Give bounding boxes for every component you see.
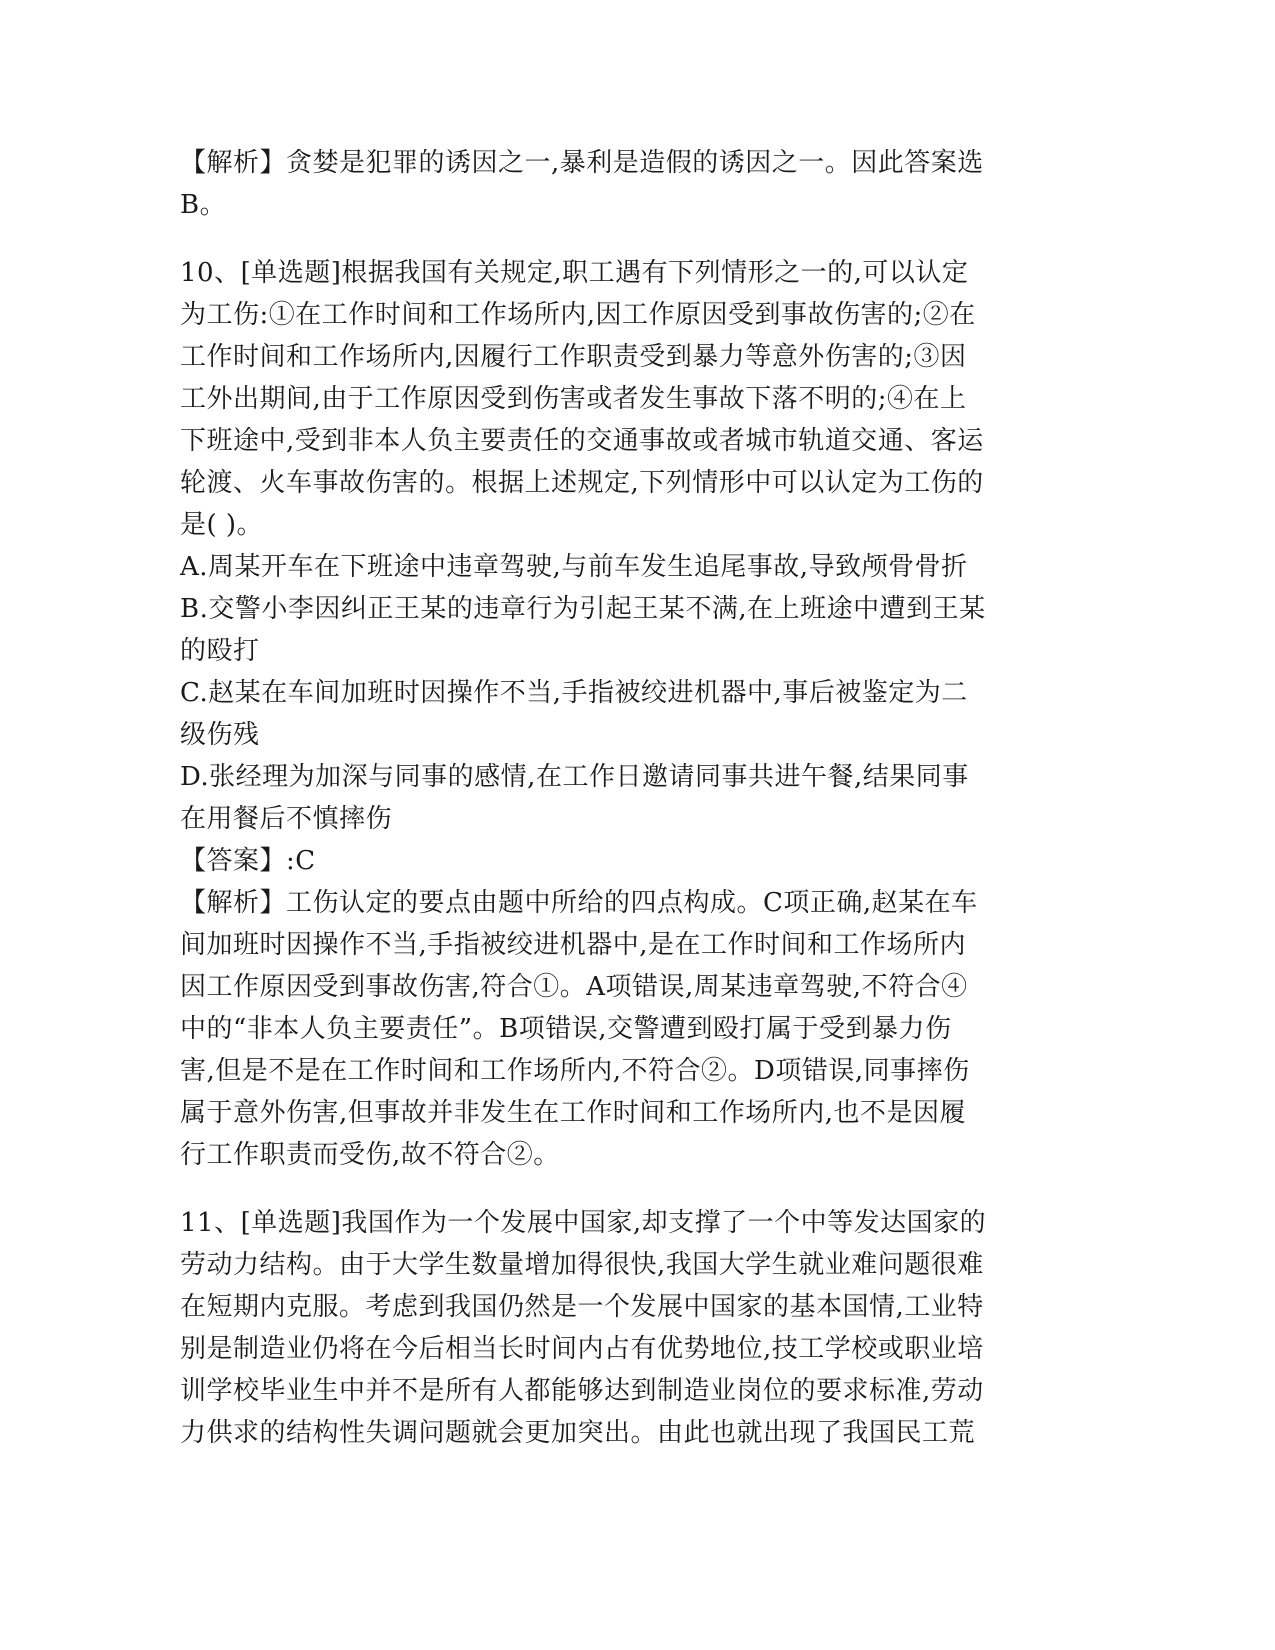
stem-line: 下班途中,受到非本人负主要责任的交通事故或者城市轨道交通、客运: [180, 426, 984, 456]
option-line: A.周某开车在下班途中违章驾驶,与前车发生追尾事故,导致颅骨骨折: [180, 552, 968, 582]
option-b: [180, 588, 1060, 672]
option-line: B.交警小李因纠正王某的违章行为引起王某不满,在上班途中遭到王某: [180, 594, 986, 624]
previous-analysis: [180, 142, 1060, 226]
option-line: 在用餐后不慎摔伤: [180, 804, 393, 834]
analysis-line: 【解析】工伤认定的要点由题中所给的四点构成。C项正确,赵某在车: [180, 888, 978, 918]
analysis-line: 中的“非本人负主要责任”。B项错误,交警遭到殴打属于受到暴力伤: [180, 1014, 952, 1044]
stem-line: 训学校毕业生中并不是所有人都能够达到制造业岗位的要求标准,劳动: [180, 1376, 984, 1406]
stem-line: 工作时间和工作场所内,因履行工作职责受到暴力等意外伤害的;③因: [180, 342, 967, 372]
option-d: [180, 756, 1060, 840]
option-line: 的殴打: [180, 636, 260, 666]
analysis-line: 行工作职责而受伤,故不符合②。: [180, 1140, 560, 1170]
option-line: D.张经理为加深与同事的感情,在工作日邀请同事共进午餐,结果同事: [180, 762, 969, 792]
question-stem: [180, 252, 1060, 546]
stem-line: 工外出期间,由于工作原因受到伤害或者发生事故下落不明的;④在上: [180, 384, 967, 414]
stem-line: 力供求的结构性失调问题就会更加突出。由此也就出现了我国民工荒: [180, 1418, 976, 1448]
document-page: [180, 142, 1060, 1454]
stem-line: 11、[单选题]我国作为一个发展中国家,却支撑了一个中等发达国家的: [180, 1208, 987, 1238]
analysis-line: 因工作原因受到事故伤害,符合①。A项错误,周某违章驾驶,不符合④: [180, 972, 968, 1002]
stem-line: 别是制造业仍将在今后相当长时间内占有优势地位,技工学校或职业培: [180, 1334, 984, 1364]
analysis-line: 属于意外伤害,但事故并非发生在工作时间和工作场所内,也不是因履: [180, 1098, 967, 1128]
stem-line: 劳动力结构。由于大学生数量增加得很快,我国大学生就业难问题很难: [180, 1250, 984, 1280]
analysis-line: B。: [180, 190, 227, 220]
analysis-line: 间加班时因操作不当,手指被绞进机器中,是在工作时间和工作场所内: [180, 930, 967, 960]
analysis-line: 【解析】贪婪是犯罪的诱因之一,暴利是造假的诱因之一。因此答案选: [180, 148, 984, 178]
analysis-line: 害,但是不是在工作时间和工作场所内,不符合②。D项错误,同事摔伤: [180, 1056, 970, 1086]
question-10: [180, 252, 1060, 1176]
stem-line: 10、[单选题]根据我国有关规定,职工遇有下列情形之一的,可以认定: [180, 258, 969, 288]
stem-line: 是( )。: [180, 510, 264, 540]
option-a: [180, 546, 1060, 588]
stem-line: 轮渡、火车事故伤害的。根据上述规定,下列情形中可以认定为工伤的: [180, 468, 984, 498]
stem-line: 在短期内克服。考虑到我国仍然是一个发展中国家的基本国情,工业特: [180, 1292, 984, 1322]
question-11: [180, 1202, 1060, 1454]
option-c: [180, 672, 1060, 756]
option-line: C.赵某在车间加班时因操作不当,手指被绞进机器中,事后被鉴定为二: [180, 678, 968, 708]
stem-line: 为工伤:①在工作时间和工作场所内,因工作原因受到事故伤害的;②在: [180, 300, 976, 330]
question-stem: [180, 1202, 1060, 1454]
answer-line: 【答案】:C: [180, 846, 316, 876]
question-analysis: [180, 882, 1060, 1176]
option-line: 级伤残: [180, 720, 260, 750]
